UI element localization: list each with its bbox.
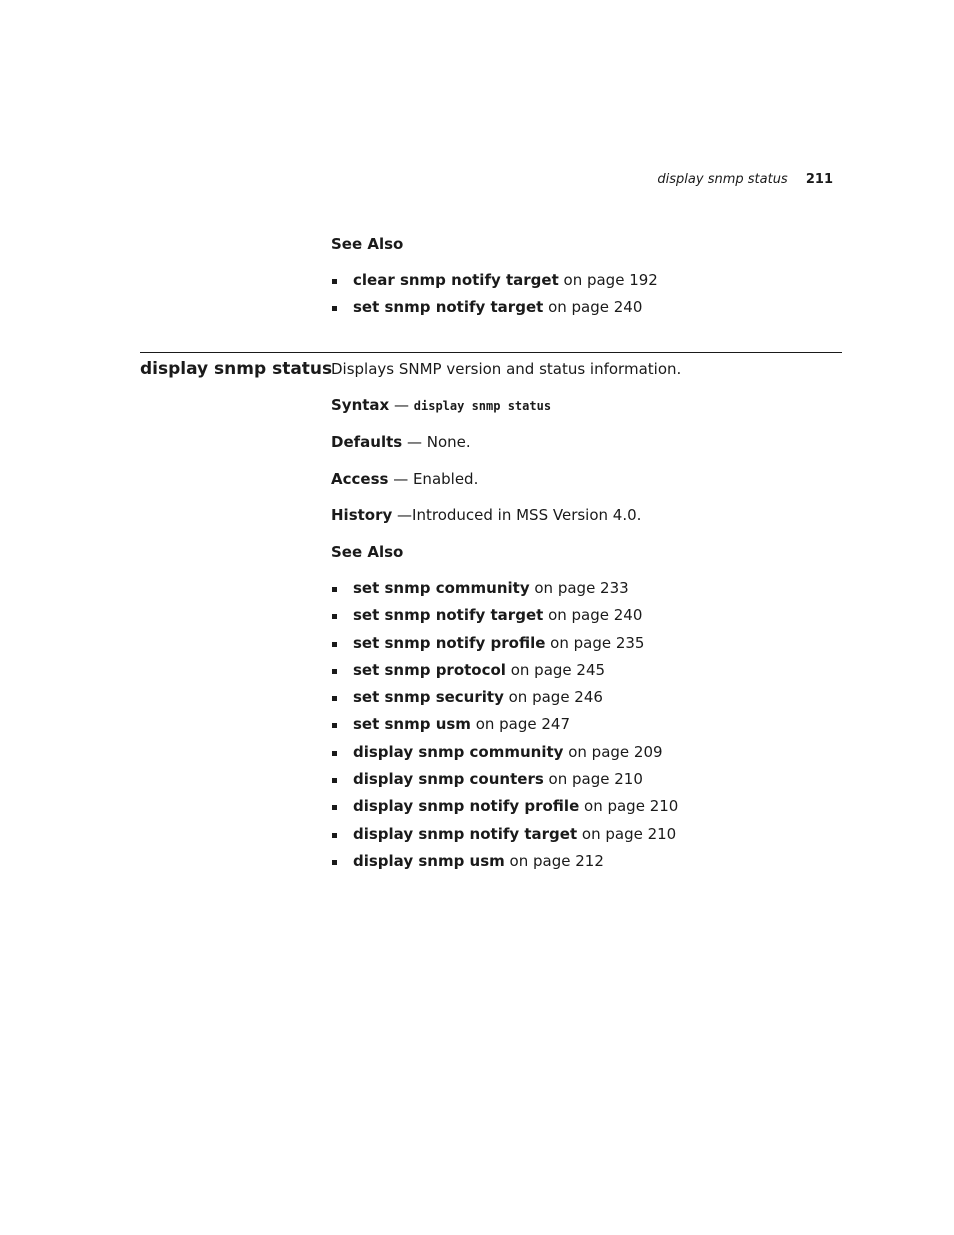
page-reference: on page 247 bbox=[470, 715, 571, 734]
list-item bbox=[331, 633, 841, 660]
access-line bbox=[331, 469, 478, 489]
list-item bbox=[331, 660, 841, 687]
command-link[interactable]: display snmp notify profile bbox=[353, 797, 580, 816]
syntax-code: display snmp status bbox=[413, 399, 552, 413]
page-reference: on page 210 bbox=[543, 770, 643, 789]
defaults-line bbox=[331, 432, 471, 452]
bullet-icon bbox=[332, 696, 337, 701]
list-item bbox=[331, 796, 841, 823]
list-item bbox=[331, 769, 841, 796]
command-link[interactable]: set snmp usm bbox=[353, 715, 471, 734]
section-see-also bbox=[331, 542, 841, 878]
list-item bbox=[331, 270, 841, 297]
access-label: Access bbox=[331, 470, 389, 488]
command-link[interactable]: set snmp notify profile bbox=[353, 633, 546, 652]
command-link[interactable]: set snmp security bbox=[353, 688, 504, 707]
list-item bbox=[331, 851, 841, 878]
page-reference: on page 235 bbox=[545, 633, 645, 652]
command-link[interactable]: display snmp usm bbox=[353, 851, 505, 870]
bullet-icon bbox=[332, 723, 337, 728]
page-reference: on page 210 bbox=[579, 797, 679, 816]
bullet-icon bbox=[332, 614, 337, 619]
bullet-icon bbox=[332, 587, 337, 592]
syntax-line bbox=[331, 395, 551, 416]
section-divider bbox=[140, 352, 842, 353]
bullet-icon bbox=[332, 306, 337, 311]
bullet-icon bbox=[332, 642, 337, 647]
list-item bbox=[331, 605, 841, 632]
command-link[interactable]: set snmp notify target bbox=[353, 606, 544, 625]
list-item bbox=[331, 687, 841, 714]
section-description: Displays SNMP version and status information. bbox=[331, 360, 682, 378]
see-also-heading: See Also bbox=[331, 543, 404, 561]
running-title: display snmp status bbox=[657, 172, 788, 187]
page-reference: on page 233 bbox=[529, 579, 629, 597]
bullet-icon bbox=[332, 751, 337, 756]
section-title: display snmp status bbox=[140, 359, 333, 379]
bullet-icon bbox=[332, 805, 337, 810]
bullet-icon bbox=[332, 833, 337, 838]
bullet-icon bbox=[332, 669, 337, 674]
page-reference: on page 212 bbox=[504, 851, 604, 870]
command-link[interactable]: display snmp notify target bbox=[353, 824, 578, 843]
page-reference: on page 192 bbox=[558, 271, 658, 289]
list-item bbox=[331, 742, 841, 769]
top-see-also bbox=[331, 234, 841, 325]
syntax-label: Syntax bbox=[331, 396, 390, 414]
history-label: History bbox=[331, 506, 393, 524]
page-reference: on page 240 bbox=[543, 298, 643, 317]
list-item bbox=[331, 824, 841, 851]
top-see-also-heading: See Also bbox=[331, 235, 404, 253]
command-link[interactable]: clear snmp notify target bbox=[353, 271, 559, 289]
access-text: — Enabled. bbox=[388, 470, 479, 488]
page-reference: on page 246 bbox=[503, 688, 603, 707]
page-reference: on page 240 bbox=[543, 606, 643, 625]
see-also-list bbox=[331, 578, 841, 878]
syntax-separator: — bbox=[389, 396, 414, 414]
list-item bbox=[331, 578, 841, 605]
top-see-also-list bbox=[331, 270, 841, 325]
command-link[interactable]: set snmp notify target bbox=[353, 298, 544, 317]
page-number: 211 bbox=[805, 172, 833, 187]
history-line bbox=[331, 505, 641, 525]
command-link[interactable]: set snmp community bbox=[353, 579, 530, 597]
defaults-text: — None. bbox=[402, 433, 471, 451]
bullet-icon bbox=[332, 860, 337, 865]
defaults-label: Defaults bbox=[331, 433, 403, 451]
running-header bbox=[657, 171, 833, 189]
command-link[interactable]: display snmp counters bbox=[353, 770, 544, 789]
list-item bbox=[331, 297, 841, 324]
list-item bbox=[331, 714, 841, 741]
history-text: —Introduced in MSS Version 4.0. bbox=[392, 506, 642, 524]
page-reference: on page 209 bbox=[563, 742, 663, 761]
command-link[interactable]: set snmp protocol bbox=[353, 660, 506, 679]
page-reference: on page 245 bbox=[505, 660, 606, 679]
bullet-icon bbox=[332, 279, 337, 284]
page-reference: on page 210 bbox=[577, 824, 677, 843]
bullet-icon bbox=[332, 778, 337, 783]
command-link[interactable]: display snmp community bbox=[353, 742, 564, 761]
